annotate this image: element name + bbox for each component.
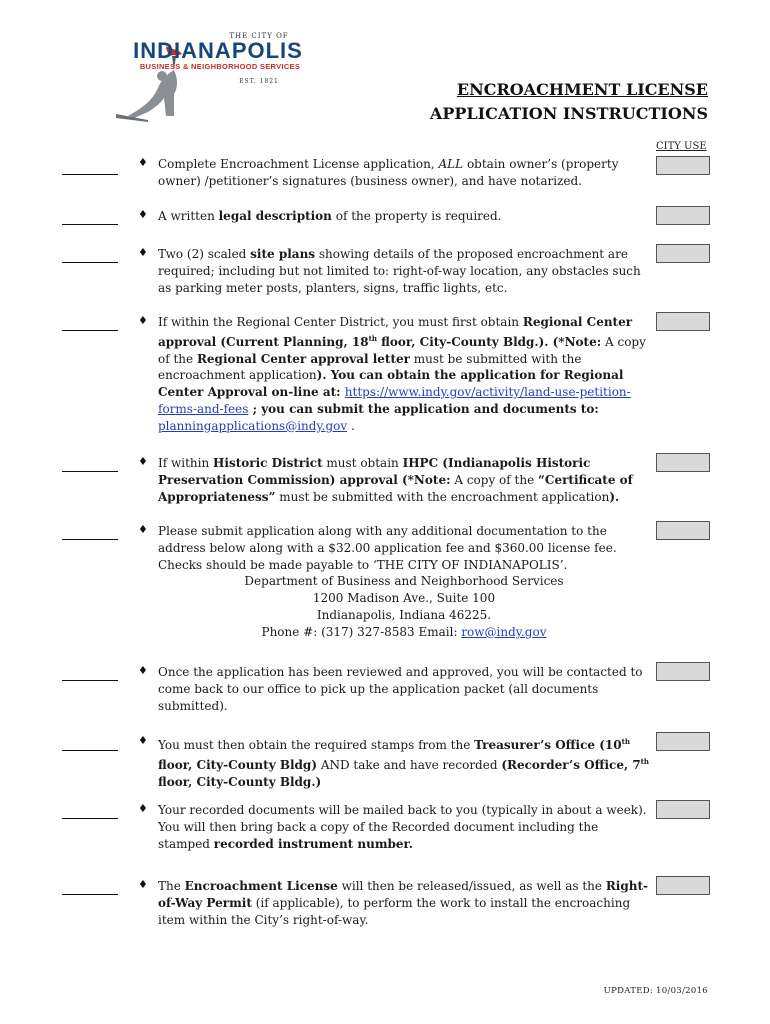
city-use-box[interactable] <box>656 156 710 175</box>
page-subtitle: APPLICATION INSTRUCTIONS <box>429 104 708 123</box>
bullet-icon: ♦ <box>138 156 148 169</box>
checkoff-line[interactable] <box>62 539 118 540</box>
logo-established: EST. 1821 <box>239 78 279 85</box>
checkoff-line[interactable] <box>62 224 118 225</box>
instruction-text: Once the application has been reviewed and approved, you will be contacted to come back to our office to pick up the application packet (all documents submitted). <box>158 665 643 713</box>
instruction-text: You must then obtain the required stamps from the Treasurer’s Office (10th floor, City-County Bldg) AND take and have recorded (Recorder’s Office, 7th floor, City-County Bldg.) <box>158 737 649 789</box>
instruction-text: A written legal description of the property is required. <box>158 209 502 223</box>
land-use-forms-link[interactable]: https://www.indy.gov/activity/land-use-petition-forms-and-fees <box>158 385 631 416</box>
city-use-box[interactable] <box>656 876 710 895</box>
checkoff-line[interactable] <box>62 262 118 263</box>
city-use-label: CITY USE <box>656 141 707 152</box>
checkoff-line[interactable] <box>62 174 118 175</box>
bullet-icon: ♦ <box>138 802 148 815</box>
checkoff-line[interactable] <box>62 680 118 681</box>
instruction-text: Complete Encroachment License application, ALL obtain owner’s (property owner) /petitioner’s signatures (business owner), and have notarized. <box>158 157 619 188</box>
logo-indianapolis: INDIANAPOLIS <box>133 38 303 63</box>
checkoff-line[interactable] <box>62 818 118 819</box>
city-use-box[interactable] <box>656 662 710 681</box>
bullet-icon: ♦ <box>138 314 148 327</box>
address-city: Indianapolis, Indiana 46225. <box>316 607 492 622</box>
checkoff-line[interactable] <box>62 750 118 751</box>
logo-department: BUSINESS & NEIGHBORHOOD SERVICES <box>139 62 301 71</box>
city-use-box[interactable] <box>656 206 710 225</box>
bullet-icon: ♦ <box>138 734 148 747</box>
row-email-link[interactable]: row@indy.gov <box>461 624 547 639</box>
city-use-box[interactable] <box>656 312 710 331</box>
instruction-text: Your recorded documents will be mailed back to you (typically in about a week). You will then bring back a copy of the Recorded document including the stamped recorded instrument number. <box>158 803 647 851</box>
logo-city-of: THE CITY OF <box>229 32 289 40</box>
instruction-text: Two (2) scaled site plans showing details of the proposed encroachment are required; including but not limited to: right-of-way location, any obstacles such as parking meter posts, planters, signs, traffic lights, etc. <box>158 247 641 295</box>
city-use-box[interactable] <box>656 453 710 472</box>
checkoff-line[interactable] <box>62 330 118 331</box>
city-use-box[interactable] <box>656 800 710 819</box>
address-department: Department of Business and Neighborhood Services <box>244 574 564 589</box>
address-street: 1200 Madison Ave., Suite 100 <box>312 591 496 606</box>
bullet-icon: ♦ <box>138 664 148 677</box>
instruction-text: Please submit application along with any additional documentation to the address below along with a $32.00 application fee and $360.00 license fee. Checks should be made payable to ‘THE CITY OF INDIANAPOLIS’. Department of Business and Neighborhood Services 1200 Madison Ave., Suite 100 Indianapolis, Indiana 46225. Phone #: (317) 327-8583 Email: row@indy.gov <box>158 523 650 641</box>
checkoff-line[interactable] <box>62 894 118 895</box>
instruction-text: The Encroachment License will then be released/issued, as well as the Right-of-Way Permit (if applicable), to perform the work to install the encroaching item within the City’s right-of-way. <box>158 879 648 927</box>
instruction-text: If within Historic District must obtain IHPC (Indianapolis Historic Preservation Commission) approval (*Note: A copy of the “Certificate of Appropriateness” must be submitted with the encroachment application). <box>158 456 633 504</box>
instruction-text: If within the Regional Center District, you must first obtain Regional Center approval (Current Planning, 18th floor, City-County Bldg.). (*Note: A copy of the Regional Center approval letter must be submitted with the encroachment application). You can obtain the application for Regional Center Approval on-line at: https://www.indy.gov/activity/land-use-petition-forms-and-fees ; you can submit the application and documents to: planningapplications@indy.gov . <box>158 315 646 433</box>
updated-date: UPDATED: 10/03/2016 <box>603 986 708 996</box>
bullet-icon: ♦ <box>138 246 148 259</box>
city-use-box[interactable] <box>656 521 710 540</box>
bullet-icon: ♦ <box>138 455 148 468</box>
bullet-icon: ♦ <box>138 523 148 536</box>
page-title: ENCROACHMENT LICENSE <box>456 80 708 99</box>
planning-email-link[interactable]: planningapplications@indy.gov <box>158 418 348 433</box>
bullet-icon: ♦ <box>138 208 148 221</box>
bullet-icon: ♦ <box>138 878 148 891</box>
contact-line: Phone #: (317) 327-8583 Email: row@indy.gov <box>261 624 547 639</box>
checkoff-line[interactable] <box>62 471 118 472</box>
city-use-box[interactable] <box>656 732 710 751</box>
city-use-box[interactable] <box>656 244 710 263</box>
